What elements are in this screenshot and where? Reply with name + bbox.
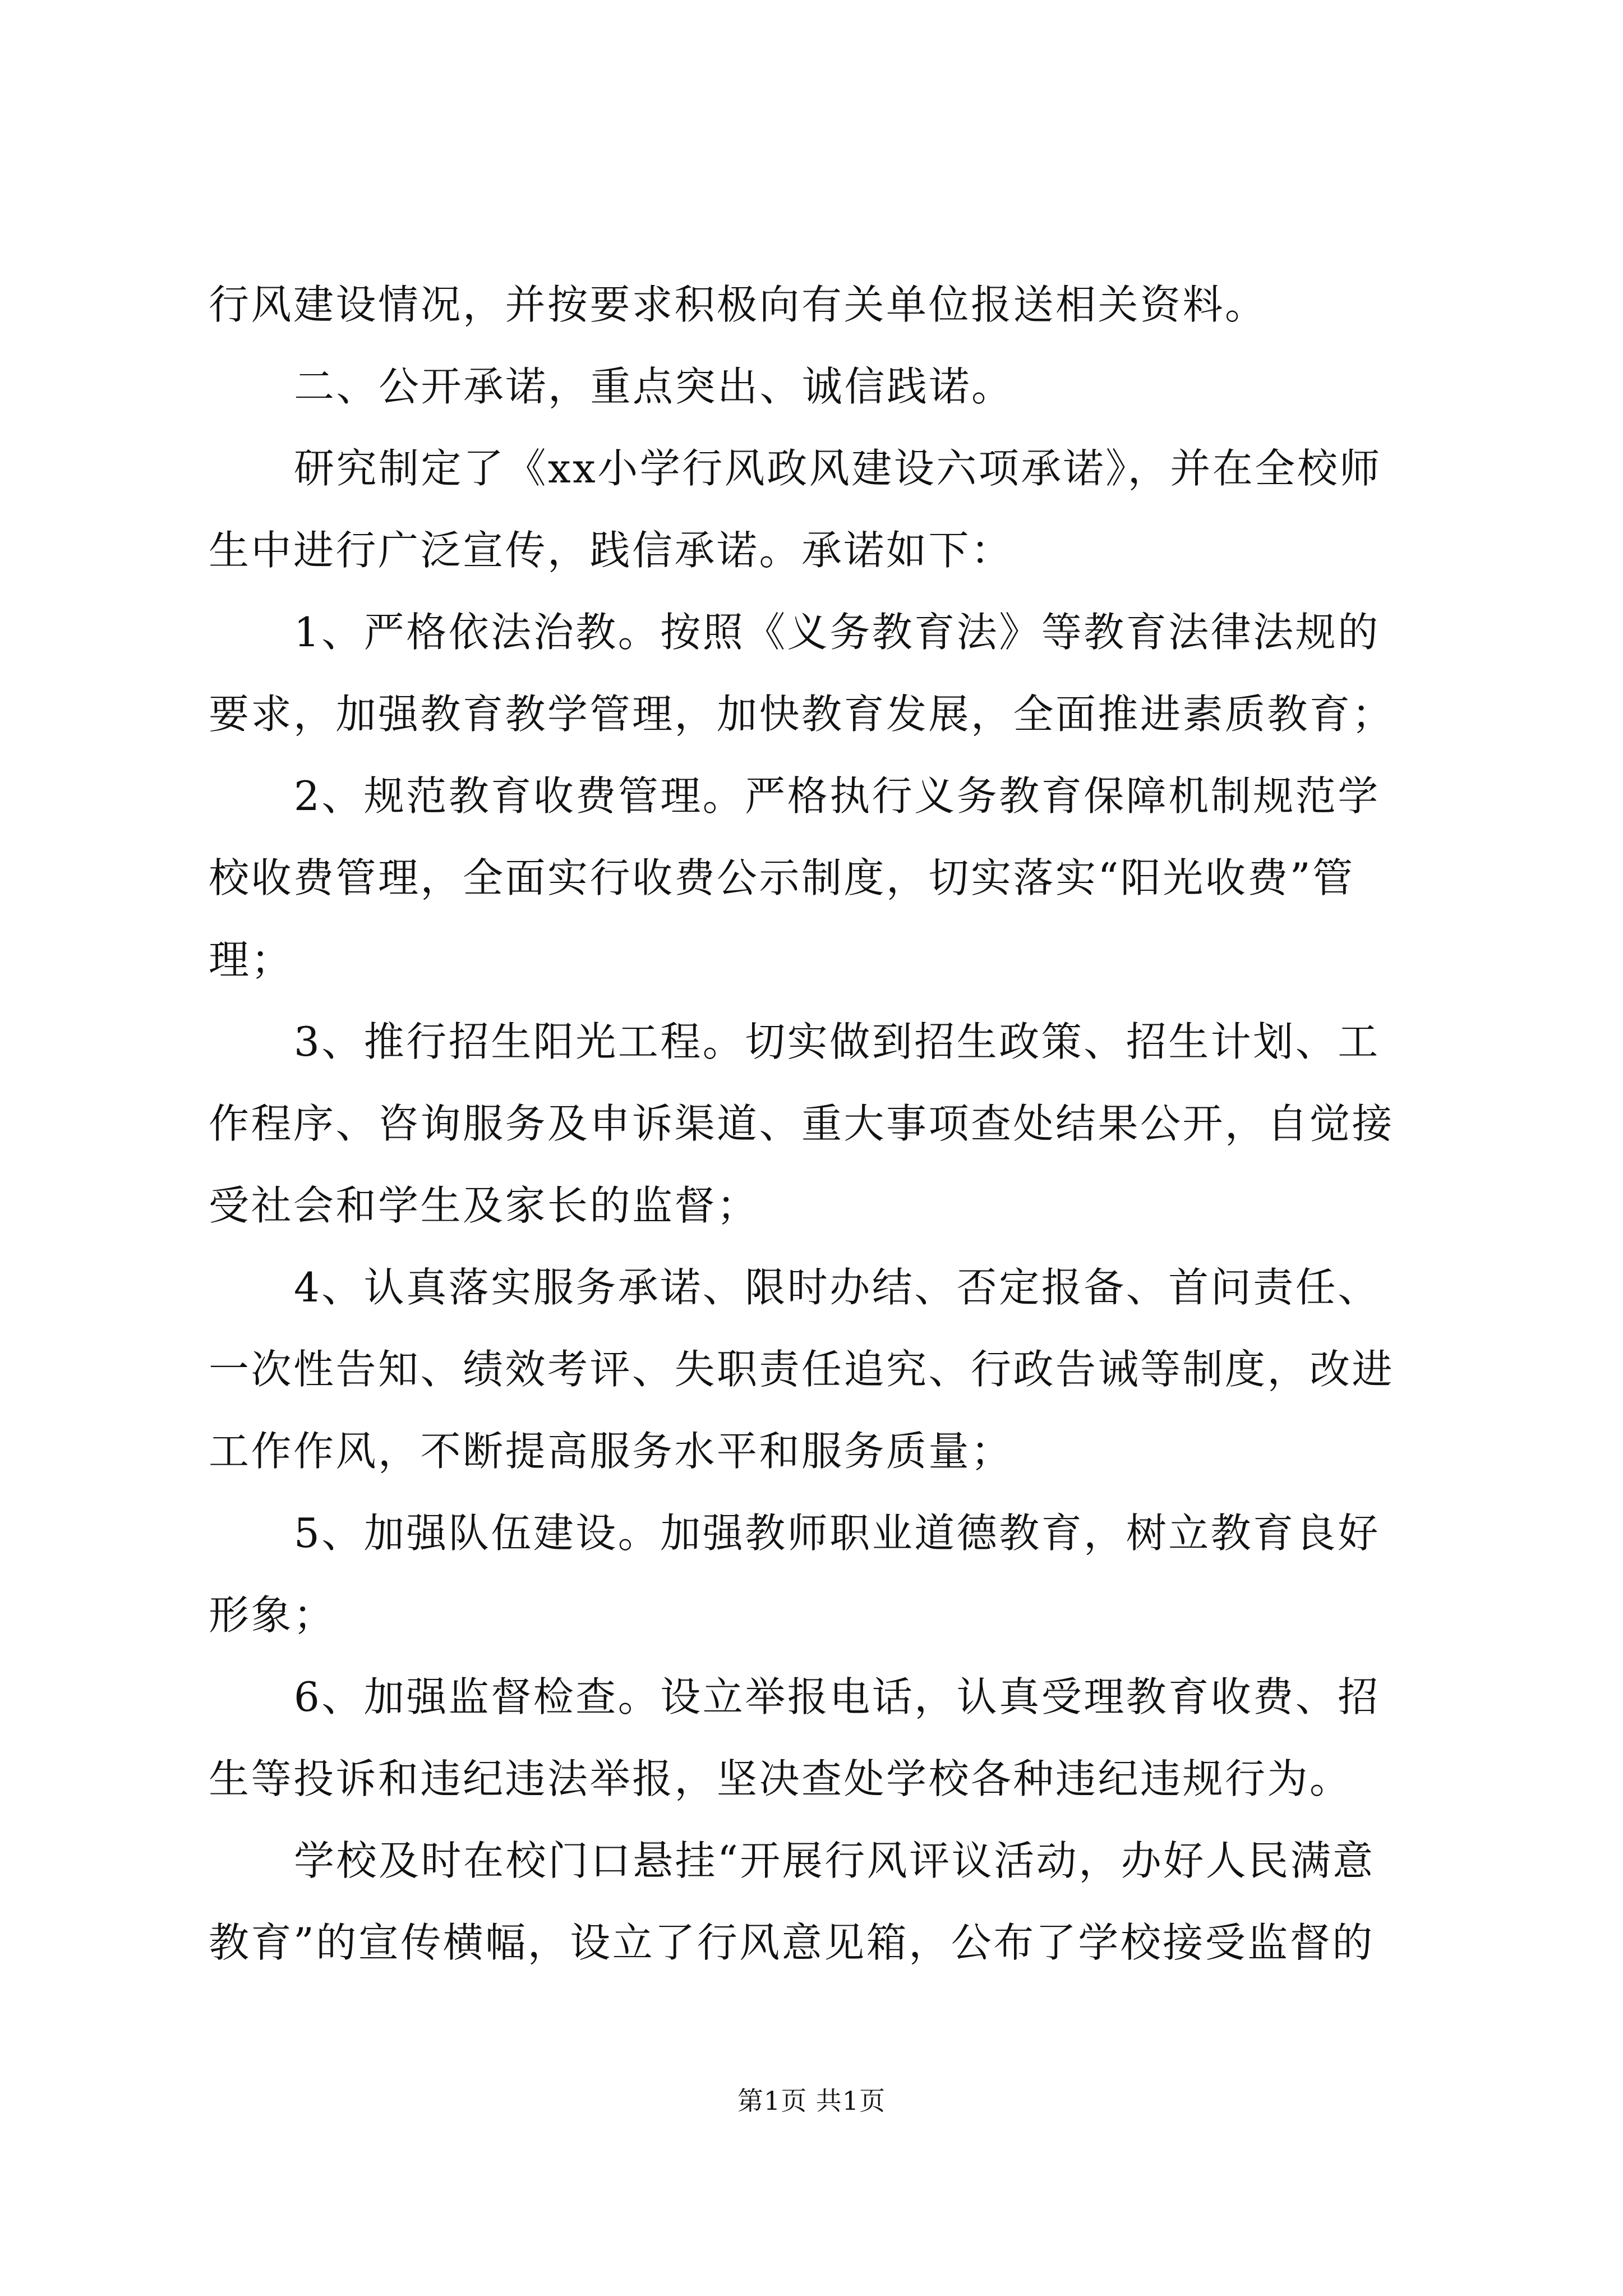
text-line: 行风建设情况，并按要求积极向有关单位报送相关资料。 xyxy=(209,281,1267,328)
list-item-6: 6、加强监督检查。设立举报电话，认真受理教育收费、招 xyxy=(294,1673,1380,1720)
text-line: 受社会和学生及家长的监督； xyxy=(209,1182,759,1229)
text-line: 要求，加强教育教学管理，加快教育发展，全面推进素质教育； xyxy=(209,691,1395,738)
text-line: 理； xyxy=(209,936,294,983)
page-footer: 第1页 共1页 xyxy=(737,2086,886,2116)
text-line: 学校及时在校门口悬挂“开展行风评议活动，办好人民满意 xyxy=(294,1837,1375,1884)
text-line: 工作作风，不断提高服务水平和服务质量； xyxy=(209,1428,1013,1475)
text-line: 生中进行广泛宣传，践信承诺。承诺如下： xyxy=(209,527,1013,574)
text-line: 校收费管理，全面实行收费公示制度，切实落实“阳光收费”管 xyxy=(209,854,1355,901)
text-line: 生等投诉和违纪违法举报，坚决查处学校各种违纪违规行为。 xyxy=(209,1755,1352,1802)
list-item-5: 5、加强队伍建设。加强教师职业道德教育，树立教育良好 xyxy=(294,1510,1380,1557)
text-line: 一次性告知、绩效考评、失职责任追究、行政告诫等制度，改进 xyxy=(209,1346,1395,1393)
list-item-4: 4、认真落实服务承诺、限时办结、否定报备、首问责任、 xyxy=(294,1264,1380,1311)
list-item-2: 2、规范教育收费管理。严格执行义务教育保障机制规范学 xyxy=(294,772,1380,820)
list-item-3: 3、推行招生阳光工程。切实做到招生政策、招生计划、工 xyxy=(294,1018,1380,1065)
text-line: 形象； xyxy=(209,1591,336,1639)
text-line: 教育”的宣传横幅，设立了行风意见箱，公布了学校接受监督的 xyxy=(209,1919,1375,1966)
list-item-1: 1、严格依法治教。按照《义务教育法》等教育法律法规的 xyxy=(294,609,1380,656)
text-line: 作程序、咨询服务及申诉渠道、重大事项查处结果公开，自觉接 xyxy=(209,1100,1395,1147)
section-heading: 二、公开承诺，重点突出、诚信践诺。 xyxy=(294,363,1014,410)
text-line: 研究制定了《xx小学行风政风建设六项承诺》，并在全校师 xyxy=(294,445,1382,492)
document-body xyxy=(209,264,1420,1984)
